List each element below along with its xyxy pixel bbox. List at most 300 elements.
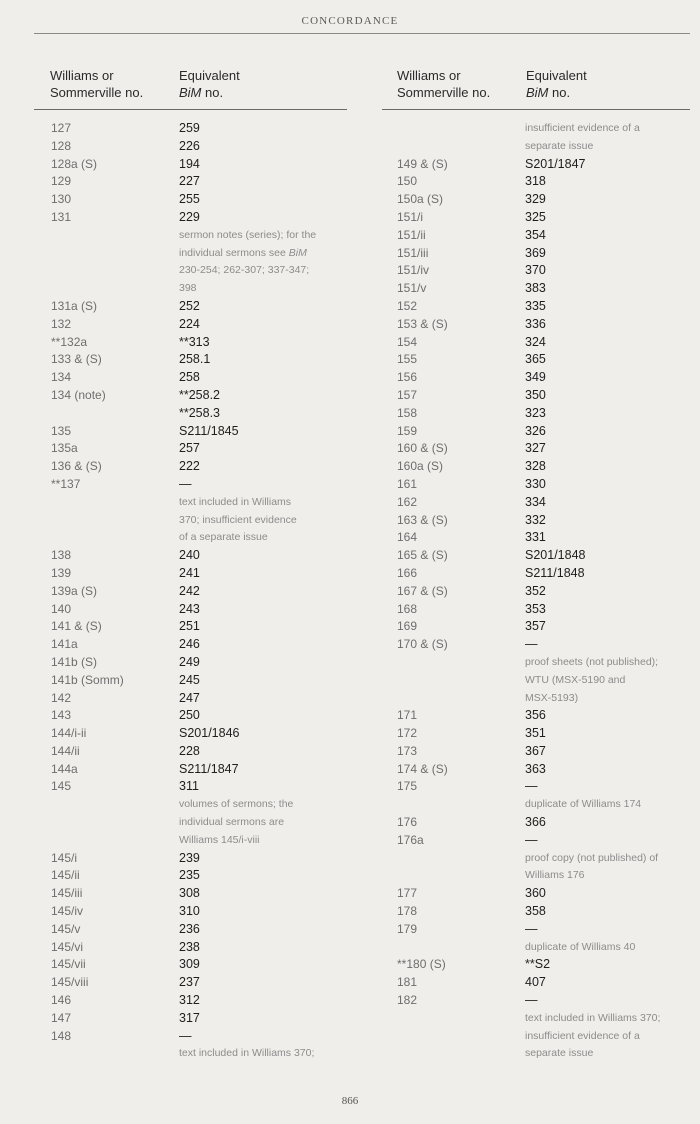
right-concordance-list bbox=[397, 120, 700, 1063]
bim-number: 250 bbox=[179, 708, 200, 723]
table-row bbox=[397, 992, 700, 1010]
bim-number: 360 bbox=[525, 886, 546, 901]
bim-number: 227 bbox=[179, 174, 200, 189]
bim-number: — bbox=[525, 779, 538, 794]
table-row bbox=[397, 654, 700, 672]
table-row bbox=[51, 1028, 381, 1046]
williams-number: 133 & (S) bbox=[51, 352, 102, 367]
table-row bbox=[397, 707, 700, 725]
bim-number: 194 bbox=[179, 156, 200, 171]
note-text: text included in Williams 370; bbox=[525, 1011, 661, 1024]
bim-number: 329 bbox=[525, 192, 546, 207]
table-row bbox=[51, 974, 381, 992]
table-row bbox=[397, 120, 700, 138]
table-row bbox=[51, 707, 381, 725]
bim-number: 310 bbox=[179, 904, 200, 919]
williams-number: 148 bbox=[51, 1028, 72, 1043]
note-text: Williams 176 bbox=[525, 869, 585, 882]
williams-number: **132a bbox=[51, 334, 88, 349]
williams-number: 149 & (S) bbox=[397, 156, 448, 171]
bim-number: 243 bbox=[179, 601, 200, 616]
williams-number: 176a bbox=[397, 832, 424, 847]
table-row bbox=[51, 547, 381, 565]
table-row bbox=[51, 209, 381, 227]
table-row bbox=[51, 494, 381, 512]
table-row bbox=[51, 690, 381, 708]
table-row bbox=[51, 885, 381, 903]
williams-number: 168 bbox=[397, 601, 418, 616]
williams-number: 144/ii bbox=[51, 743, 80, 758]
table-row bbox=[51, 191, 381, 209]
bim-number: S201/1847 bbox=[525, 156, 586, 171]
bim-number: — bbox=[525, 637, 538, 652]
table-row bbox=[51, 280, 381, 298]
williams-number: 181 bbox=[397, 975, 418, 990]
table-row bbox=[51, 138, 381, 156]
williams-heading-line2: Sommerville no. bbox=[397, 85, 491, 100]
williams-number: 147 bbox=[51, 1010, 72, 1025]
bim-number: 317 bbox=[179, 1010, 200, 1025]
williams-number: 145/v bbox=[51, 921, 81, 936]
williams-number: 144a bbox=[51, 761, 78, 776]
bim-number: 239 bbox=[179, 850, 200, 865]
table-row bbox=[51, 814, 381, 832]
table-row bbox=[51, 867, 381, 885]
table-row bbox=[397, 494, 700, 512]
williams-number: 163 & (S) bbox=[397, 512, 448, 527]
bim-number: 240 bbox=[179, 548, 200, 563]
williams-number: 141a bbox=[51, 637, 78, 652]
table-row bbox=[397, 280, 700, 298]
williams-number: 182 bbox=[397, 993, 418, 1008]
williams-number: 151/iii bbox=[397, 245, 429, 260]
note-text: 230-254; 262-307; 337-347; bbox=[179, 264, 310, 277]
note-text: sermon notes (series); for the bbox=[179, 228, 317, 241]
table-row bbox=[51, 725, 381, 743]
bim-number: 222 bbox=[179, 459, 200, 474]
bim-number: 237 bbox=[179, 975, 200, 990]
bim-number: 238 bbox=[179, 939, 200, 954]
table-row bbox=[397, 956, 700, 974]
table-row bbox=[51, 476, 381, 494]
table-row bbox=[51, 458, 381, 476]
williams-number: 140 bbox=[51, 601, 72, 616]
table-row bbox=[397, 458, 700, 476]
bim-number: 258.1 bbox=[179, 352, 211, 367]
bim-number: 334 bbox=[525, 494, 546, 509]
table-row bbox=[51, 956, 381, 974]
table-row bbox=[51, 601, 381, 619]
williams-number: 132 bbox=[51, 316, 72, 331]
bim-number: 336 bbox=[525, 316, 546, 331]
bim-number: 309 bbox=[179, 957, 200, 972]
williams-number: 153 & (S) bbox=[397, 316, 448, 331]
table-row bbox=[397, 1028, 700, 1046]
table-row bbox=[51, 832, 381, 850]
williams-number: 145/ii bbox=[51, 868, 80, 883]
table-row bbox=[51, 565, 381, 583]
table-row bbox=[397, 725, 700, 743]
williams-number: 154 bbox=[397, 334, 418, 349]
bim-number: 365 bbox=[525, 352, 546, 367]
table-row bbox=[51, 173, 381, 191]
bim-number: — bbox=[525, 832, 538, 847]
williams-number: 159 bbox=[397, 423, 418, 438]
note-text: WTU (MSX-5190 and bbox=[525, 673, 626, 686]
table-row bbox=[397, 583, 700, 601]
table-row bbox=[397, 316, 700, 334]
table-row bbox=[51, 850, 381, 868]
table-row bbox=[397, 921, 700, 939]
table-row bbox=[51, 583, 381, 601]
table-row bbox=[397, 672, 700, 690]
note-text: insufficient evidence of a bbox=[525, 122, 640, 134]
williams-number: 141b (S) bbox=[51, 654, 98, 669]
table-row bbox=[51, 120, 381, 138]
no-label: no. bbox=[552, 85, 571, 100]
bim-number: **313 bbox=[179, 334, 210, 349]
table-row bbox=[397, 262, 700, 280]
bim-number: S201/1848 bbox=[525, 548, 586, 563]
note-text: individual sermons are bbox=[179, 816, 285, 829]
williams-number: **137 bbox=[51, 476, 81, 491]
table-row bbox=[397, 334, 700, 352]
bim-number: 226 bbox=[179, 138, 200, 153]
table-row bbox=[51, 921, 381, 939]
williams-number: 127 bbox=[51, 121, 72, 135]
table-row bbox=[397, 529, 700, 547]
williams-number: **180 (S) bbox=[397, 957, 446, 972]
williams-number: 139a (S) bbox=[51, 583, 98, 598]
equivalent-heading-line2 bbox=[179, 84, 240, 101]
bim-number: 367 bbox=[525, 743, 546, 758]
table-row bbox=[397, 547, 700, 565]
bim-number: — bbox=[179, 476, 192, 491]
note-text: individual sermons see BiM bbox=[179, 246, 307, 259]
bim-number: 370 bbox=[525, 263, 546, 278]
williams-number: 128a (S) bbox=[51, 156, 98, 171]
table-row bbox=[51, 778, 381, 796]
williams-heading-line1: Williams or bbox=[50, 68, 114, 83]
williams-number: 171 bbox=[397, 708, 418, 723]
no-label: no. bbox=[205, 85, 224, 100]
williams-number: 135a bbox=[51, 441, 78, 456]
table-row bbox=[51, 423, 381, 441]
note-text: Williams 145/i-viii bbox=[179, 833, 260, 846]
table-row bbox=[397, 476, 700, 494]
table-row bbox=[51, 262, 381, 280]
bim-number: — bbox=[525, 993, 538, 1008]
williams-number: 134 bbox=[51, 370, 72, 385]
bim-number: — bbox=[525, 921, 538, 936]
williams-number: 160a (S) bbox=[397, 459, 444, 474]
williams-number: 151/ii bbox=[397, 227, 426, 242]
table-row bbox=[397, 601, 700, 619]
table-row bbox=[397, 796, 700, 814]
bim-number: 328 bbox=[525, 459, 546, 474]
table-row bbox=[51, 298, 381, 316]
note-text: text included in Williams bbox=[179, 495, 292, 508]
table-row bbox=[51, 227, 381, 245]
left-concordance-list bbox=[51, 120, 381, 1063]
bim-number: 323 bbox=[525, 405, 546, 420]
bim-number: 335 bbox=[525, 298, 546, 313]
table-row bbox=[51, 369, 381, 387]
note-text: duplicate of Williams 174 bbox=[525, 798, 642, 811]
table-row bbox=[397, 191, 700, 209]
bim-number: 259 bbox=[179, 121, 200, 135]
left-column-rule bbox=[34, 109, 347, 110]
table-row bbox=[51, 761, 381, 779]
bim-number: S211/1847 bbox=[179, 761, 239, 776]
williams-number: 177 bbox=[397, 886, 418, 901]
bim-number: 407 bbox=[525, 975, 546, 990]
table-row bbox=[397, 903, 700, 921]
williams-number: 150 bbox=[397, 174, 418, 189]
williams-number: 129 bbox=[51, 174, 72, 189]
williams-number: 172 bbox=[397, 726, 418, 741]
bim-number: 383 bbox=[525, 281, 546, 296]
bim-number: 324 bbox=[525, 334, 546, 349]
table-row bbox=[397, 939, 700, 957]
note-text: insufficient evidence of a bbox=[525, 1029, 640, 1042]
williams-number: 135 bbox=[51, 423, 72, 438]
williams-number: 160 & (S) bbox=[397, 441, 448, 456]
table-row bbox=[397, 298, 700, 316]
table-row bbox=[397, 974, 700, 992]
williams-number: 145/i bbox=[51, 850, 78, 865]
bim-label: BiM bbox=[526, 85, 549, 100]
bim-number: 369 bbox=[525, 245, 546, 260]
bim-number: 245 bbox=[179, 672, 200, 687]
bim-number: S201/1846 bbox=[179, 726, 240, 741]
williams-number: 166 bbox=[397, 565, 418, 580]
bim-number: — bbox=[179, 1028, 192, 1043]
note-text: proof sheets (not published); bbox=[525, 655, 659, 668]
bim-number: 308 bbox=[179, 886, 200, 901]
bim-number: 354 bbox=[525, 227, 546, 242]
table-row bbox=[397, 173, 700, 191]
bim-number: 228 bbox=[179, 743, 200, 758]
table-row bbox=[51, 156, 381, 174]
williams-number: 145/viii bbox=[51, 975, 89, 990]
bim-italic: BiM bbox=[288, 246, 307, 259]
williams-number: 136 & (S) bbox=[51, 459, 102, 474]
williams-number: 144/i-ii bbox=[51, 726, 87, 741]
table-row bbox=[51, 512, 381, 530]
table-row bbox=[397, 618, 700, 636]
header-rule bbox=[34, 33, 690, 34]
table-row bbox=[397, 512, 700, 530]
bim-number: 252 bbox=[179, 298, 200, 313]
williams-number: 138 bbox=[51, 548, 72, 563]
bim-number: 257 bbox=[179, 441, 200, 456]
williams-number: 130 bbox=[51, 192, 72, 207]
table-row bbox=[397, 227, 700, 245]
note-text: volumes of sermons; the bbox=[179, 798, 294, 811]
williams-number: 145 bbox=[51, 779, 72, 794]
note-text: proof copy (not published) of bbox=[525, 851, 659, 864]
williams-number: 145/vii bbox=[51, 957, 86, 972]
williams-number: 161 bbox=[397, 476, 418, 491]
table-row bbox=[51, 1045, 381, 1063]
bim-label: BiM bbox=[179, 85, 202, 100]
williams-number: 173 bbox=[397, 743, 418, 758]
table-row bbox=[51, 387, 381, 405]
bim-number: S211/1848 bbox=[525, 565, 585, 580]
table-row bbox=[51, 636, 381, 654]
table-row bbox=[397, 369, 700, 387]
williams-number: 131a (S) bbox=[51, 298, 98, 313]
williams-number: 170 & (S) bbox=[397, 637, 448, 652]
bim-number: 255 bbox=[179, 192, 200, 207]
williams-number: 145/iv bbox=[51, 904, 84, 919]
williams-number: 164 bbox=[397, 530, 418, 545]
table-row bbox=[397, 1010, 700, 1028]
left-equivalent-heading bbox=[179, 67, 240, 101]
equivalent-heading-line1: Equivalent bbox=[526, 68, 587, 83]
note-text: text included in Williams 370; bbox=[179, 1047, 315, 1060]
table-row bbox=[51, 992, 381, 1010]
table-row bbox=[397, 636, 700, 654]
bim-number: 351 bbox=[525, 726, 546, 741]
williams-number: 151/i bbox=[397, 209, 424, 224]
table-row bbox=[397, 761, 700, 779]
note-text: 398 bbox=[179, 282, 197, 295]
williams-heading-line2: Sommerville no. bbox=[50, 85, 144, 100]
bim-number: 251 bbox=[179, 619, 200, 634]
table-row bbox=[51, 672, 381, 690]
table-row bbox=[397, 867, 700, 885]
table-row bbox=[397, 351, 700, 369]
williams-number: 146 bbox=[51, 993, 72, 1008]
williams-number: 162 bbox=[397, 494, 418, 509]
table-row bbox=[397, 440, 700, 458]
equivalent-heading-line2 bbox=[526, 84, 587, 101]
bim-number: 350 bbox=[525, 387, 546, 402]
williams-number: 169 bbox=[397, 619, 418, 634]
table-row bbox=[51, 245, 381, 263]
table-row bbox=[397, 1045, 700, 1063]
williams-number: 141b (Somm) bbox=[51, 672, 124, 687]
williams-number: 156 bbox=[397, 370, 418, 385]
bim-number: 247 bbox=[179, 690, 200, 705]
williams-number: 165 & (S) bbox=[397, 548, 448, 563]
note-text: separate issue bbox=[525, 1047, 594, 1060]
table-row bbox=[397, 245, 700, 263]
table-row bbox=[51, 351, 381, 369]
williams-number: 157 bbox=[397, 387, 418, 402]
bim-number: 242 bbox=[179, 583, 200, 598]
williams-number: 175 bbox=[397, 779, 418, 794]
bim-number: 349 bbox=[525, 370, 546, 385]
right-williams-heading bbox=[397, 67, 490, 101]
williams-heading-line1: Williams or bbox=[397, 68, 461, 83]
table-row bbox=[51, 618, 381, 636]
table-row bbox=[397, 885, 700, 903]
bim-number: 224 bbox=[179, 316, 200, 331]
table-row bbox=[51, 903, 381, 921]
williams-number: 155 bbox=[397, 352, 418, 367]
table-row bbox=[51, 939, 381, 957]
bim-number: 363 bbox=[525, 761, 546, 776]
bim-number: 366 bbox=[525, 815, 546, 830]
table-row bbox=[397, 814, 700, 832]
williams-number: 128 bbox=[51, 138, 72, 153]
table-row bbox=[51, 743, 381, 761]
table-row bbox=[397, 832, 700, 850]
table-row bbox=[51, 654, 381, 672]
running-head: CONCORDANCE bbox=[301, 15, 399, 27]
table-row bbox=[397, 405, 700, 423]
williams-number: 131 bbox=[51, 209, 72, 224]
bim-number: 331 bbox=[525, 530, 546, 545]
bim-number: 235 bbox=[179, 868, 200, 883]
right-column-rule bbox=[382, 109, 690, 110]
williams-number: 176 bbox=[397, 815, 418, 830]
bim-number: 353 bbox=[525, 601, 546, 616]
bim-number: 356 bbox=[525, 708, 546, 723]
williams-number: 134 (note) bbox=[51, 387, 106, 402]
table-row bbox=[51, 334, 381, 352]
note-text: separate issue bbox=[525, 139, 594, 152]
bim-number: 352 bbox=[525, 583, 546, 598]
bim-number: 249 bbox=[179, 654, 200, 669]
table-row bbox=[397, 743, 700, 761]
williams-number: 145/iii bbox=[51, 886, 83, 901]
bim-number: **258.3 bbox=[179, 405, 221, 420]
bim-number: 312 bbox=[179, 993, 200, 1008]
bim-number: 246 bbox=[179, 637, 200, 652]
williams-number: 167 & (S) bbox=[397, 583, 448, 598]
williams-number: 139 bbox=[51, 565, 72, 580]
table-row bbox=[397, 565, 700, 583]
williams-number: 142 bbox=[51, 690, 72, 705]
bim-number: **S2 bbox=[525, 957, 551, 972]
williams-number: 151/iv bbox=[397, 263, 430, 278]
table-row bbox=[51, 316, 381, 334]
williams-number: 150a (S) bbox=[397, 192, 444, 207]
williams-number: 151/v bbox=[397, 281, 427, 296]
bim-number: 311 bbox=[179, 779, 199, 794]
note-text: of a separate issue bbox=[179, 531, 268, 544]
williams-number: 152 bbox=[397, 298, 418, 313]
table-row bbox=[397, 138, 700, 156]
table-row bbox=[397, 209, 700, 227]
bim-number: 358 bbox=[525, 904, 546, 919]
bim-number: 325 bbox=[525, 209, 546, 224]
bim-number: 318 bbox=[525, 174, 546, 189]
right-equivalent-heading bbox=[526, 67, 587, 101]
bim-number: 258 bbox=[179, 370, 200, 385]
table-row bbox=[397, 690, 700, 708]
bim-number: 229 bbox=[179, 209, 200, 224]
williams-number: 178 bbox=[397, 904, 418, 919]
table-row bbox=[397, 387, 700, 405]
table-row bbox=[51, 1010, 381, 1028]
equivalent-heading-line1: Equivalent bbox=[179, 68, 240, 83]
bim-number: 327 bbox=[525, 441, 546, 456]
left-williams-heading bbox=[50, 67, 143, 101]
bim-number: 330 bbox=[525, 476, 546, 491]
williams-number: 174 & (S) bbox=[397, 761, 448, 776]
table-row bbox=[397, 423, 700, 441]
bim-number: 332 bbox=[525, 512, 546, 527]
table-row bbox=[51, 405, 381, 423]
note-text: duplicate of Williams 40 bbox=[525, 940, 636, 953]
williams-number: 143 bbox=[51, 708, 72, 723]
bim-number: 357 bbox=[525, 619, 546, 634]
